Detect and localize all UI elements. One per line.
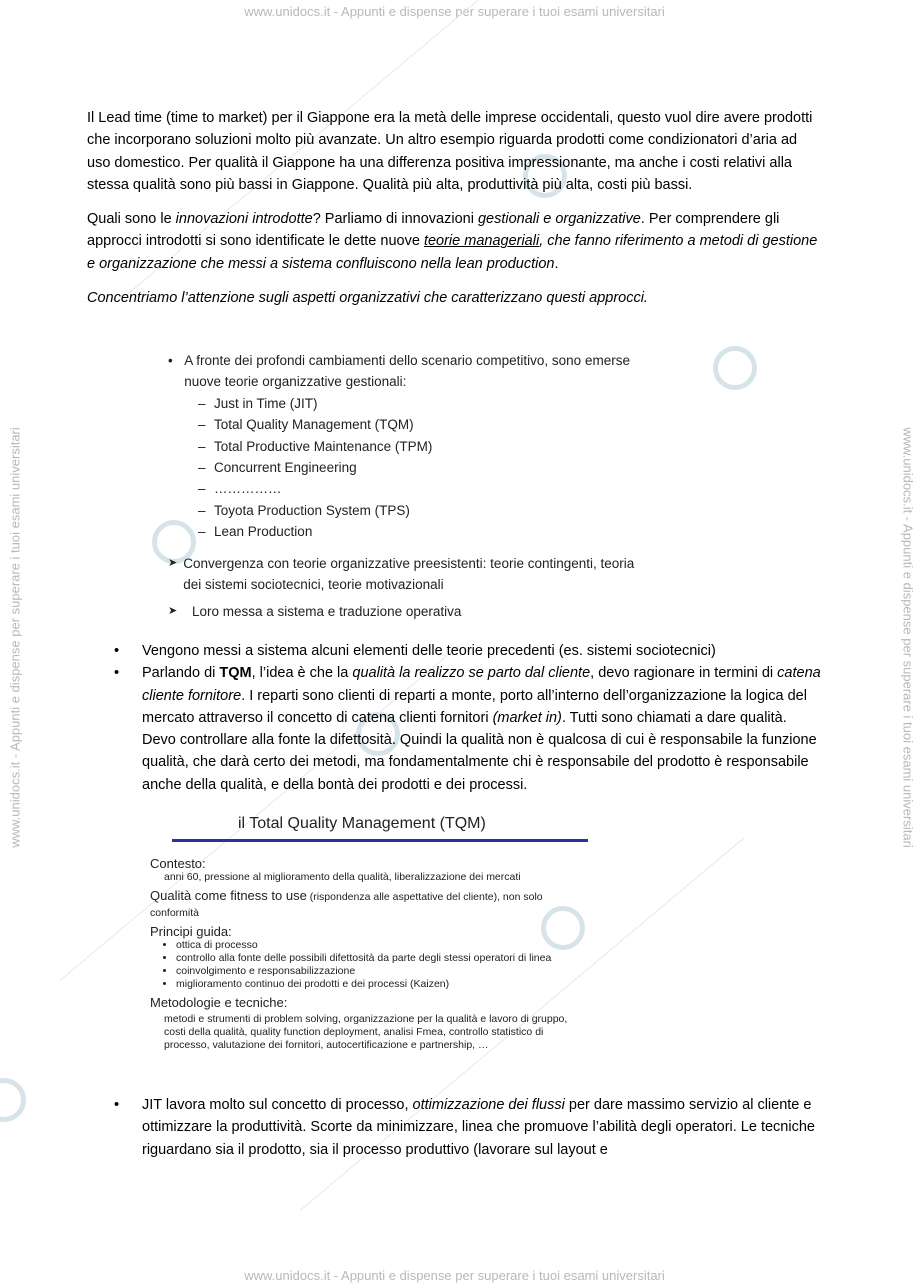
list-item: – Total Quality Management (TQM): [198, 417, 414, 433]
watermark-bottom: www.unidocs.it - Appunti e dispense per superare i tuoi esami universitari: [244, 1268, 665, 1283]
arrow-icon: ➤: [168, 556, 178, 569]
list-item: – Toyota Production System (TPS): [198, 502, 410, 518]
list-item: – Just in Time (JIT): [198, 395, 318, 411]
list-item: – Concurrent Engineering: [198, 460, 357, 476]
list-item: • Parlando di TQM, l’idea è che la qualità la realizzo se parto dal cliente, devo ragionare in termini di catena cliente fornitore. I reparti sono clienti di reparti a monte, porto all’interno dell’organizzazione la logica del mercato attraverso il concetto di catena clienti fornitori (market in). Tutti sono chiamati a dare qualità. Devo controllare alla fonte la difettosità. Quindi la qualità non è qualcosa di cui è responsabile la funzione qualità, che darà certo dei metodi, ma fondamentalmente chi è responsabile del prodotto è responsabile anche della qualità, e della bontà dei prodotti e dei processi.: [114, 665, 821, 793]
metodologie-heading: Metodologie e tecniche:: [150, 995, 288, 1010]
paragraph-concentriamo: Concentriamo l’attenzione sugli aspetti organizzativi che caratterizzano questi approcci.: [87, 290, 648, 307]
paragraph-lead-time: Il Lead time (time to market) per il Giappone era la metà delle imprese occidentali, questo vuol dire avere prodotti che incorporano soluzioni molto più avanzate. Un altro esempio riguarda prodotti come condizionatori d’aria ad uso domestico. Per qualità il Giappone ha una differenza positiva impressionante, ma anche i costi relativi alla stessa qualità sono più bassi in Giappone. Qualità più alta, produttività più alta, costi più bassi.: [87, 110, 813, 193]
paragraph-innovazioni: Quali sono le innovazioni introdotte? Parliamo di innovazioni gestionali e organizzative. Per comprendere gli approcci introdotti si sono identificate le dette nuove teorie manageriali, che fanno riferimento a metodi di gestione e organizzazione che messi a sistema confluiscono nella lean production.: [87, 211, 818, 272]
metodologie-text: metodi e strumenti di problem solving, organizzazione per la qualità e lavoro di gruppo, costi della qualità, quality function deployment, analisi Fmea, controllo statistico di processo, valutazione dei fornitori, autocertificazione e partnership, …: [164, 1013, 568, 1051]
list-item: • ottica di processo: [176, 939, 580, 952]
list-item: • JIT lavora molto sul concetto di processo, ottimizzazione dei flussi per dare massimo servizio al cliente e ottimizzare la produttività. Scorte da minimizzare, linea che promuove l’abilità degli operatori. Le tecniche riguardano sia il prodotto, sia il processo produttivo (lavorare sul layout e: [114, 1097, 815, 1158]
slide-teorie-organizzative: [168, 350, 638, 623]
list-item: • controllo alla fonte delle possibili difettosità da parte degli stessi operatori di linea: [176, 952, 580, 965]
contesto-heading: Contesto:: [150, 856, 206, 871]
qualita-heading: Qualità come fitness to use (rispondenza alle aspettative del cliente), non solo conformità: [150, 888, 543, 919]
title-rule: [172, 839, 588, 842]
principi-list: [150, 939, 580, 991]
contesto-text: anni 60, pressione al miglioramento della qualità, liberalizzazione dei mercati: [164, 871, 521, 883]
watermark-top: www.unidocs.it - Appunti e dispense per superare i tuoi esami universitari: [244, 4, 665, 19]
list-item: – ……………: [198, 481, 282, 497]
slide-tqm: [150, 815, 580, 1052]
slide-bullet: • A fronte dei profondi cambiamenti dello scenario competitivo, sono emerse nuove teorie organizzative gestionali:: [168, 353, 630, 390]
arrow-bullet: ➤ Convergenza con teorie organizzative preesistenti: teorie contingenti, teoria dei sistemi sociotecnici, teorie motivazionali: [168, 553, 638, 596]
teorie-list: [168, 393, 638, 543]
watermark-right: www.unidocs.it - Appunti e dispense per superare i tuoi esami universitari: [900, 427, 916, 848]
slide-title: il Total Quality Management (TQM): [238, 815, 486, 832]
teorie-manageriali-link: teorie manageriali: [423, 233, 540, 250]
bullet-list: [114, 640, 824, 796]
list-item: • miglioramento continuo dei prodotti e dei processi (Kaizen): [176, 978, 580, 991]
watermark-left: www.unidocs.it - Appunti e dispense per superare i tuoi esami universitari: [7, 427, 23, 848]
arrow-bullet: ➤ Loro messa a sistema e traduzione operativa: [168, 601, 638, 622]
watermark-logo-icon: [713, 346, 757, 390]
watermark-logo-icon: [0, 1078, 26, 1122]
list-item: • coinvolgimento e responsabilizzazione: [176, 965, 580, 978]
intro-text: [87, 107, 822, 321]
bullet-list-jit: [114, 1094, 824, 1161]
list-item: – Lean Production: [198, 524, 313, 540]
principi-heading: Principi guida:: [150, 924, 232, 939]
list-item: – Total Productive Maintenance (TPM): [198, 438, 433, 454]
list-item: • Vengono messi a sistema alcuni elementi delle teorie precedenti (es. sistemi sociotecnici): [114, 643, 716, 659]
arrow-icon: ➤: [168, 605, 178, 618]
